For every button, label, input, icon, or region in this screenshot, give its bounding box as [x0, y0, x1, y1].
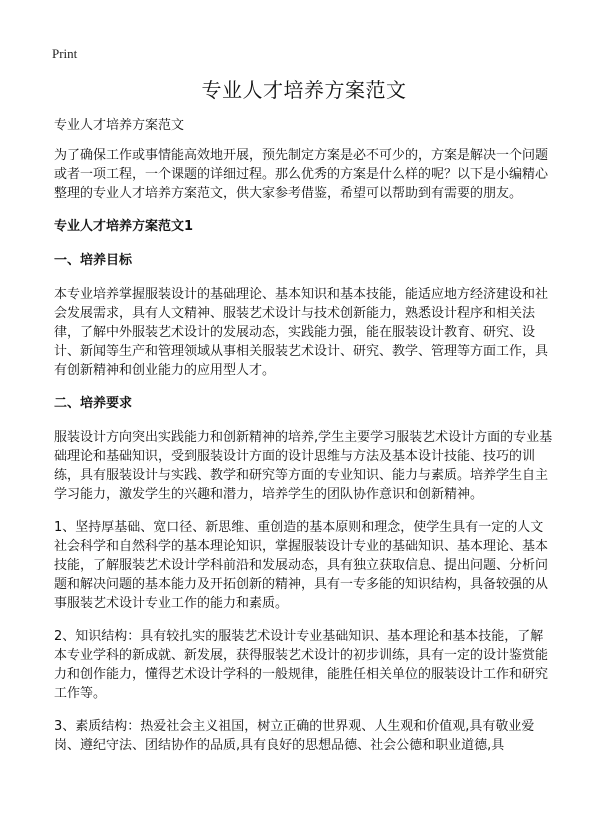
document-title: 专业人才培养方案范文 [201, 78, 407, 102]
paragraph-item-2: 2、知识结构：具有较扎实的服装艺术设计专业基础知识、基本理论和基本技能，了解本专业学科的新成就、新发展，获得服装艺术设计的初步训练，具有一定的设计鉴赏能力和创作能力，懂得艺术设计学科的一般规律，能胜任相关单位的服装设计工作和研究工作等。 [54, 629, 549, 701]
paragraph-item-1: 1、坚持厚基础、宽口径、新思维、重创造的基本原则和理念，使学生具有一定的人文社会科学和自然科学的基本理论知识，掌握服装设计专业的基础知识、基本理论、基本技能，了解服装艺术设计学科前沿和发展动态，具有独立获取信息、提出问题、分析问题和解决问题的基本能力及开拓创新的精神，具有一专多能的知识结构，具备较强的从事服装艺术设计专业工作的能力和素质。 [54, 520, 549, 611]
document-body [54, 76, 554, 769]
heading-training-goal: 一、培养目标 [54, 253, 133, 268]
paragraph-requirements: 服装设计方向突出实践能力和创新精神的培养,学生主要学习服装艺术设计方面的专业基础理论和基础知识，受到服装设计方面的设计思维与方法及基本设计技能、技巧的训练，具有服装设计与实践、教学和研究等方面的专业知识、能力与素质。培养学生自主学习能力，激发学生的兴趣和潜力，培养学生的团队协作意识和创新精神。 [54, 430, 553, 502]
print-link[interactable]: Print [52, 46, 78, 61]
intro-paragraph: 为了确保工作或事情能高效地开展，预先制定方案是必不可少的，方案是解决一个问题或者一项工程，一个课题的详细过程。那么优秀的方案是什么样的呢？以下是小编精心整理的专业人才培养方案范文，供大家参考借鉴，希望可以帮助到有需要的朋友。 [54, 148, 549, 201]
document-subtitle: 专业人才培养方案范文 [54, 118, 185, 133]
section-title: 专业人才培养方案范文1 [54, 219, 194, 234]
heading-training-requirements: 二、培养要求 [54, 396, 133, 411]
paragraph-item-3: 3、素质结构：热爱社会主义祖国，树立正确的世界观、人生观和价值观,具有敬业爱岗、遵纪守法、团结协作的品质,具有良好的思想品德、社会公德和职业道德,具 [54, 719, 535, 753]
paragraph-training-goal: 本专业培养掌握服装设计的基础理论、基本知识和基本技能，能适应地方经济建设和社会发展需求，具有人文精神、服装艺术设计与技术创新能力，熟悉设计程序和相关法律，了解中外服装艺术设计的发展动态，实践能力强，能在服装设计教育、研究、设计、新闻等生产和管理领域从事相关服装艺术设计、研究、教学、管理等方面工作，具有创新精神和创业能力的应用型人才。 [54, 287, 549, 378]
